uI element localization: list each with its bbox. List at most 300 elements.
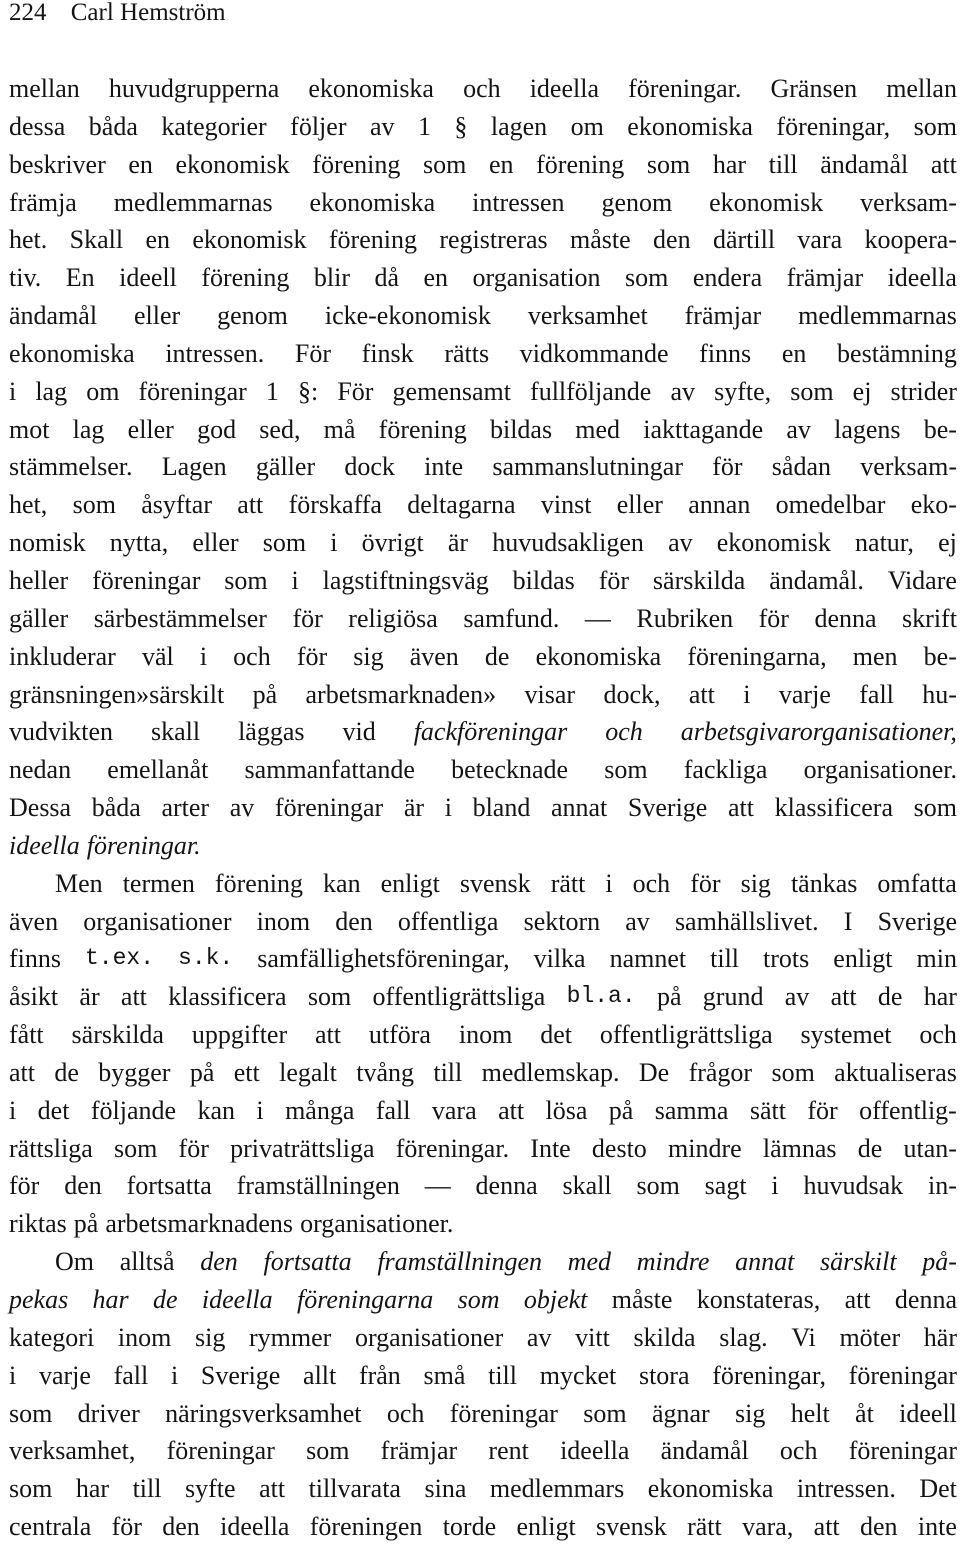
text-line: [9, 865, 957, 903]
word: att: [315, 1020, 342, 1050]
word: som: [9, 1474, 53, 1504]
word: utan-: [903, 1133, 957, 1163]
word: att: [930, 149, 957, 179]
word: organisation: [472, 263, 601, 293]
word: Gränsen: [770, 74, 858, 103]
word: följande: [90, 1095, 177, 1125]
word: finns: [9, 944, 61, 974]
word: mycket: [539, 1360, 617, 1390]
word: —: [424, 1171, 451, 1201]
word: ekonomiska: [647, 1474, 774, 1504]
word: medlemmarnas: [113, 187, 273, 217]
word: och: [919, 1020, 957, 1050]
word: ägnar: [651, 1398, 710, 1428]
word: som: [262, 528, 307, 558]
word: annat: [735, 1247, 795, 1277]
word: som: [790, 376, 834, 406]
word: som: [771, 1057, 815, 1087]
word: kan: [197, 1095, 235, 1125]
word: tvång: [356, 1057, 414, 1087]
word: dock,: [603, 679, 661, 709]
word: den: [64, 1171, 102, 1201]
word: riktas: [9, 1209, 67, 1239]
word: kan: [323, 868, 361, 898]
word: i: [9, 376, 17, 406]
word: deltagarna: [407, 490, 516, 520]
word: för: [712, 452, 743, 482]
word: genom: [217, 301, 288, 331]
word: uppgifter: [191, 1020, 288, 1050]
word: förskaffa: [288, 490, 382, 520]
word: och: [386, 1398, 425, 1428]
text-line: [9, 524, 957, 562]
word: föreningarna: [297, 1285, 434, 1314]
text-line: [9, 297, 957, 335]
text-line: [9, 789, 957, 827]
word: möter: [839, 1322, 901, 1352]
word: en: [488, 149, 514, 179]
word: offentligrättsliga: [372, 982, 546, 1012]
word: de: [153, 1285, 178, 1314]
word: lagstiftningsväg: [322, 565, 489, 595]
word: stora: [638, 1360, 690, 1390]
word: i: [444, 793, 452, 823]
word: arbetsmarknadens: [105, 1209, 294, 1239]
word: den: [335, 906, 373, 936]
word: åsyftar: [141, 490, 212, 520]
word: endera: [692, 263, 763, 293]
word: medlemskap.: [481, 1057, 620, 1087]
word: för: [178, 1133, 209, 1163]
word: som: [625, 263, 669, 293]
word: verksamhet: [527, 301, 648, 331]
text-line: [9, 1016, 957, 1054]
word: klassificera: [774, 793, 894, 823]
word: fall: [375, 1095, 411, 1125]
word: s.k.: [178, 945, 234, 972]
word: skrift: [902, 603, 957, 633]
word: Sverige: [627, 793, 708, 823]
word: och: [779, 1436, 818, 1466]
word: sig: [740, 868, 771, 898]
word: huvudsak: [803, 1171, 904, 1201]
word: vid: [342, 717, 376, 747]
word: verksamhet,: [9, 1436, 136, 1466]
word: båda: [91, 793, 141, 823]
word: vudvikten: [9, 717, 113, 747]
word: de: [857, 1133, 883, 1163]
text-line: [9, 1243, 957, 1281]
word: Dessa: [9, 793, 72, 823]
word: från: [358, 1360, 401, 1390]
word: mindre: [636, 1247, 710, 1277]
text-line: [9, 448, 957, 486]
word: att: [120, 982, 147, 1012]
word: I: [843, 906, 853, 936]
word: många: [285, 1095, 355, 1125]
word: klassificera: [168, 982, 287, 1012]
word: legalt: [279, 1057, 337, 1087]
word: medlemmarnas: [798, 301, 957, 331]
word: Sverige: [200, 1360, 281, 1390]
word: utföra: [368, 1020, 431, 1050]
word: natur,: [855, 528, 914, 558]
word: ekonomisk: [192, 225, 307, 255]
word: näringsverksamhet: [165, 1398, 362, 1428]
body-text: [9, 70, 957, 1546]
word: heller: [9, 565, 69, 595]
word: denna: [814, 603, 877, 633]
word: för: [296, 641, 328, 671]
running-head: [9, 0, 226, 27]
word: objekt: [523, 1285, 588, 1314]
word: Inte: [530, 1133, 571, 1163]
word: driver: [77, 1398, 140, 1428]
word: samfällighetsföreningar,: [257, 944, 510, 974]
text-line: [9, 1167, 957, 1205]
word: främjar: [380, 1436, 458, 1466]
word: varje: [778, 679, 831, 709]
word: föreningar: [848, 1360, 957, 1390]
word: t.ex.: [85, 945, 155, 972]
word: het.: [9, 225, 48, 255]
text-line: [9, 1470, 957, 1508]
word: hu-: [922, 679, 957, 709]
word: Vi: [791, 1322, 816, 1352]
word: särskilda: [652, 565, 746, 595]
word: vitt: [575, 1322, 610, 1352]
word: på: [608, 1095, 634, 1125]
word: för: [758, 603, 789, 633]
word: religiösa: [348, 603, 438, 633]
word: om: [86, 376, 120, 406]
word: fortsatta: [263, 1247, 352, 1277]
word: emellanåt: [107, 755, 209, 785]
word: främjar: [786, 263, 864, 293]
word: fackföreningar: [413, 717, 568, 747]
word: i: [743, 679, 751, 709]
word: till: [132, 1474, 162, 1504]
word: blir: [313, 263, 350, 293]
word: läggas: [238, 717, 305, 747]
word: även: [9, 906, 59, 936]
word: kategorier: [161, 111, 267, 141]
word: ekonomisk: [175, 149, 290, 179]
word: ideell: [119, 263, 177, 293]
word: sektorn: [523, 906, 601, 936]
word: förening: [214, 868, 304, 898]
word: dessa: [9, 111, 66, 141]
text-line: [9, 1319, 957, 1357]
word: må: [323, 414, 356, 444]
word: sig: [194, 1322, 226, 1352]
word: rätt: [550, 868, 586, 898]
word: av: [625, 906, 650, 936]
word: ändamål: [660, 1436, 749, 1466]
word: ideella: [201, 1285, 273, 1314]
word: eller: [616, 490, 663, 520]
word: bildas: [512, 565, 575, 595]
word: varje: [38, 1360, 91, 1390]
text-line: [9, 1054, 957, 1092]
word: registreras: [439, 225, 548, 255]
word: inte: [424, 452, 464, 482]
word: på: [73, 1209, 99, 1239]
word: föreningar.: [86, 830, 201, 860]
word: skilda: [633, 1322, 696, 1352]
word: av: [369, 111, 395, 141]
word: intressen.: [796, 1474, 896, 1504]
word: alltså: [119, 1247, 175, 1277]
word: tillvarata: [308, 1474, 401, 1504]
word: ekonomiska: [535, 641, 662, 671]
text-line: [9, 600, 957, 638]
word: syfte,: [714, 376, 772, 406]
word: annan: [688, 490, 751, 520]
text-line: [9, 903, 957, 941]
word: Men: [55, 868, 103, 898]
word: det: [540, 1020, 572, 1050]
word: syfte: [185, 1474, 236, 1504]
word: framställningen: [377, 1247, 542, 1277]
word: enligt: [516, 1512, 576, 1542]
word: i: [9, 1360, 17, 1390]
word: ej: [938, 528, 957, 558]
word: ekonomiska: [627, 111, 753, 141]
text-line: [9, 1395, 957, 1433]
word: ändamål: [820, 149, 909, 179]
word: som: [224, 565, 268, 595]
word: organisationer.: [300, 1209, 454, 1239]
word: föreningarna,: [687, 641, 827, 671]
word: den: [653, 225, 691, 255]
word: att: [813, 1512, 840, 1542]
word: samfund.: [463, 603, 560, 633]
word: be-: [923, 641, 957, 671]
word: ekonomiska: [308, 74, 434, 103]
word: framställningen: [236, 1171, 400, 1201]
word: de: [484, 641, 510, 671]
word: ekonomiska: [9, 338, 135, 368]
word: då: [374, 263, 400, 293]
text-line: [9, 751, 957, 789]
word: till: [710, 944, 740, 974]
word: här: [923, 1322, 957, 1352]
word: ideella: [887, 263, 957, 293]
word: eller: [192, 528, 239, 558]
word: sätt: [749, 1095, 786, 1125]
word: arbetsmarknaden»: [305, 679, 497, 709]
word: och: [463, 74, 501, 103]
word: lagen: [490, 111, 548, 141]
word: allt: [303, 1360, 337, 1390]
text-line: [9, 335, 957, 373]
word: de: [54, 1057, 79, 1087]
word: Det: [919, 1474, 957, 1504]
word: till: [488, 1360, 518, 1390]
word: Vidare: [887, 565, 957, 595]
word: men: [852, 641, 898, 671]
word: sådan: [771, 452, 831, 482]
word: små: [423, 1360, 466, 1390]
word: främja: [9, 187, 77, 217]
word: denna: [894, 1285, 957, 1314]
word: bland: [472, 793, 531, 823]
word: offentliga: [397, 906, 499, 936]
word: eko-: [910, 490, 957, 520]
word: frågor: [688, 1057, 753, 1087]
word: medlemmars: [489, 1474, 625, 1504]
word: den: [860, 1512, 898, 1542]
word: ett: [233, 1057, 260, 1087]
word: med: [575, 414, 621, 444]
word: enligt: [380, 868, 440, 898]
word: verksam-: [860, 187, 957, 217]
word: huvudgrupperna: [108, 74, 280, 103]
word: termen: [122, 868, 195, 898]
word: föreningar: [848, 1436, 957, 1466]
word: bl.a.: [566, 983, 636, 1010]
word: i: [199, 641, 208, 671]
word: har: [75, 1474, 110, 1504]
word: vilka: [533, 944, 586, 974]
text-line: [9, 676, 957, 714]
word: som: [636, 1171, 680, 1201]
word: omedelbar: [775, 490, 886, 520]
word: ideella: [9, 830, 80, 860]
word: förening: [312, 149, 401, 179]
word: svensk: [459, 868, 531, 898]
word: den: [200, 1247, 238, 1277]
word: eller: [134, 301, 181, 331]
word: i: [9, 1095, 17, 1125]
word: att: [498, 1095, 525, 1125]
word: finns: [699, 338, 752, 368]
word: huvudsakligen: [492, 528, 644, 558]
word: är: [403, 793, 425, 823]
text-line: [9, 1357, 957, 1395]
word: på: [252, 679, 278, 709]
word: gäller: [9, 603, 69, 633]
word: pekas: [9, 1285, 69, 1314]
word: är: [79, 982, 100, 1012]
word: därtill: [712, 225, 776, 255]
word: sammanslutningar: [492, 452, 683, 482]
word: i: [170, 1360, 179, 1390]
word: av: [668, 528, 693, 558]
text-line: [9, 978, 957, 1016]
text-line: [9, 146, 957, 184]
word: beskriver: [9, 149, 106, 179]
word: §: [454, 111, 468, 141]
word: har: [923, 982, 957, 1012]
word: bestämning: [837, 338, 957, 368]
word: för: [9, 1171, 40, 1201]
word: måste: [570, 225, 631, 255]
text-line: [9, 1092, 957, 1130]
word: ekonomiska: [309, 187, 436, 217]
word: Om: [55, 1247, 94, 1277]
word: fullföljande: [530, 376, 652, 406]
word: att: [688, 679, 715, 709]
word: föreningar: [92, 565, 201, 595]
word: helt: [790, 1398, 830, 1428]
word: en: [128, 149, 153, 179]
word: förening: [328, 225, 417, 255]
word: enligt: [833, 944, 893, 974]
word: bygger: [98, 1057, 171, 1087]
word: lagens: [834, 414, 901, 444]
word: som: [583, 1398, 627, 1428]
word: att: [237, 490, 264, 520]
word: Sverige: [877, 906, 957, 936]
word: icke-ekonomisk: [324, 301, 491, 331]
word: aktualiseras: [834, 1057, 957, 1087]
word: kooperа-: [864, 225, 957, 255]
word: rätt: [687, 1512, 722, 1542]
word: samma: [654, 1095, 729, 1125]
word: ideell: [899, 1398, 957, 1428]
text-line: [9, 713, 957, 751]
word: tänkas: [790, 868, 858, 898]
word: iakttagande: [643, 414, 764, 444]
word: konstateras,: [696, 1285, 821, 1314]
word: i: [291, 565, 299, 595]
word: som: [457, 1285, 500, 1314]
word: en: [781, 338, 807, 368]
word: namnet: [609, 944, 687, 974]
word: för: [598, 565, 630, 595]
word: ej: [852, 376, 872, 406]
word: särskilt: [820, 1247, 897, 1277]
text-line: [9, 827, 957, 865]
word: sed,: [259, 414, 301, 444]
word: i: [330, 528, 338, 558]
text-line: [9, 1130, 957, 1168]
word: fått: [9, 1020, 44, 1050]
word: be-: [923, 414, 957, 444]
word: som: [307, 982, 352, 1012]
word: åt: [855, 1398, 874, 1428]
word: att: [9, 1057, 35, 1087]
word: mot: [9, 414, 50, 444]
word: grund: [702, 982, 764, 1012]
word: om: [570, 111, 604, 141]
word: ekonomisk: [716, 528, 831, 558]
word: som: [113, 1133, 158, 1163]
word: en: [423, 263, 449, 293]
word: ändamål.: [769, 565, 864, 595]
word: fackliga: [683, 755, 768, 785]
word: som: [306, 1436, 350, 1466]
word: eller: [127, 414, 174, 444]
word: offentligrättsliga: [599, 1020, 773, 1050]
word: trots: [763, 944, 810, 974]
word: till: [768, 149, 798, 179]
word: verksam-: [860, 452, 957, 482]
word: förening: [536, 149, 625, 179]
word: och: [605, 717, 643, 747]
word: Skall: [69, 225, 124, 255]
text-line: [9, 562, 957, 600]
word: dock: [344, 452, 395, 482]
word: som: [913, 111, 957, 141]
word: främjar: [684, 301, 762, 331]
word: med: [567, 1247, 611, 1277]
word: av: [670, 376, 695, 406]
word: organisationer: [354, 1322, 504, 1352]
word: i: [771, 1171, 779, 1201]
